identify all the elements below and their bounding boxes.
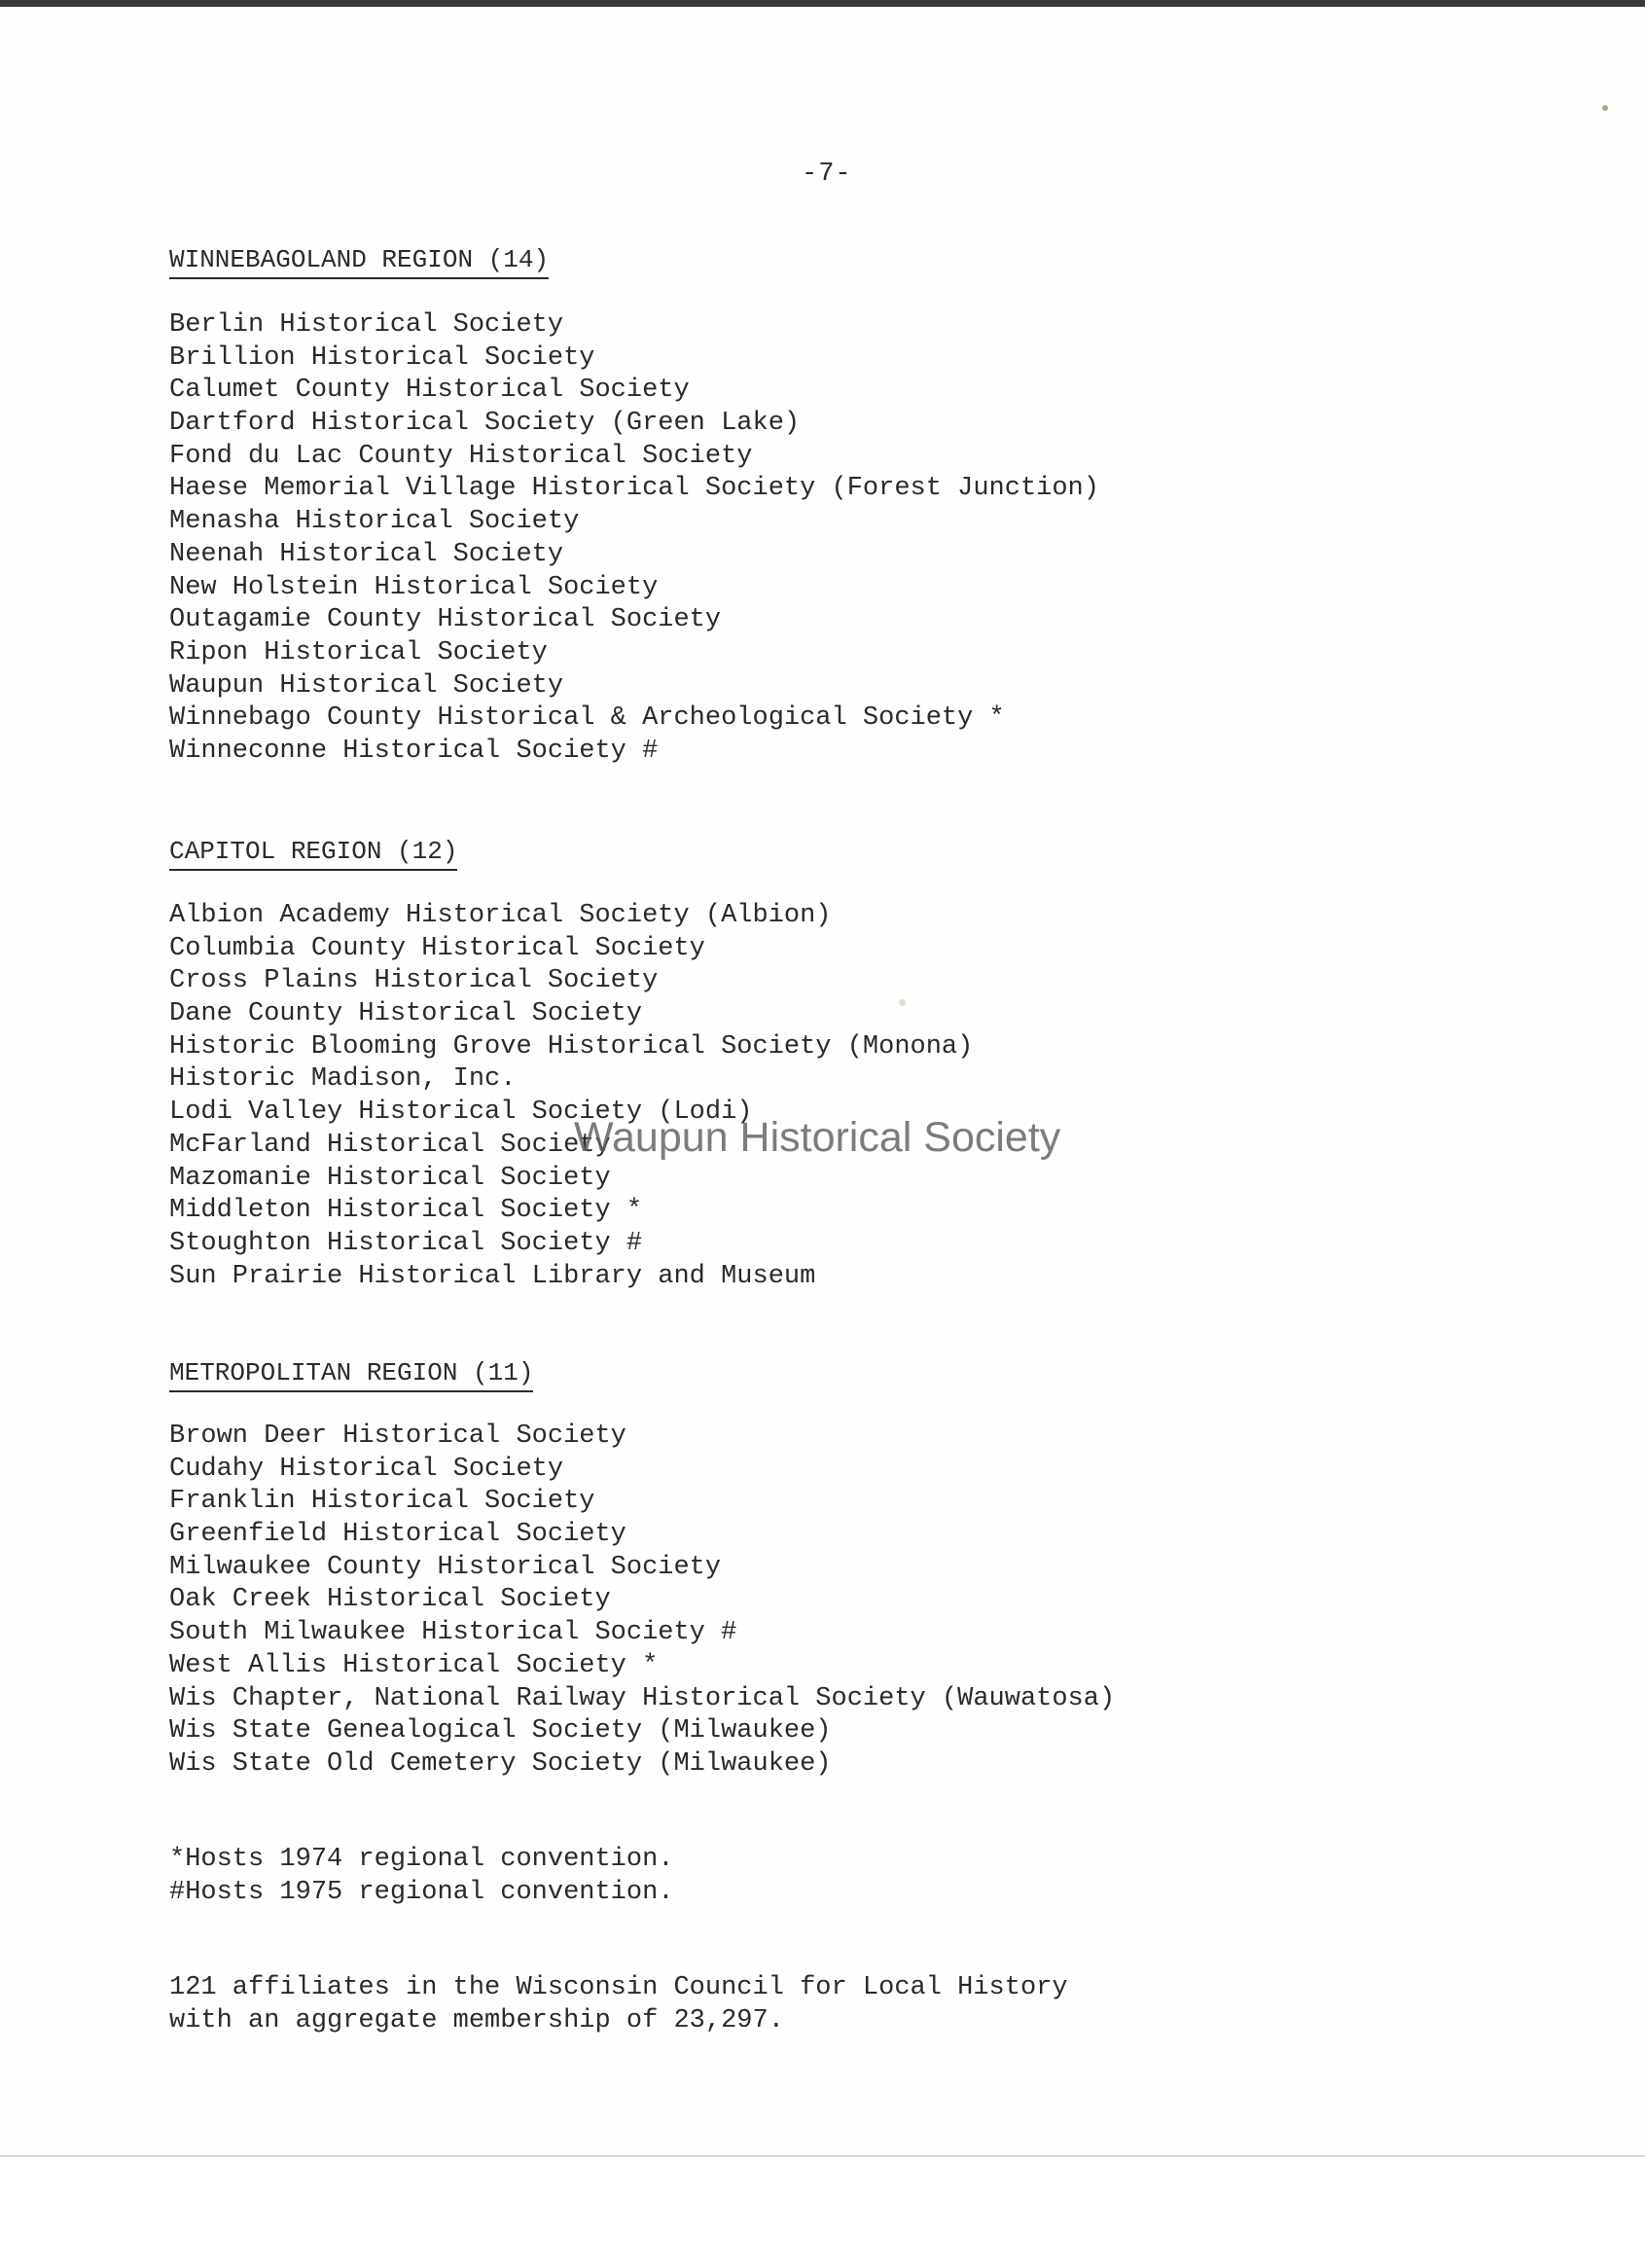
list-item: Winnebago County Historical & Archeological Society * (169, 703, 1005, 734)
footnote-1975: #Hosts 1975 regional convention. (169, 1878, 674, 1907)
section-heading-capitol: CAPITOL REGION (12) (169, 837, 457, 871)
list-item: McFarland Historical Society (169, 1130, 611, 1160)
summary-line: with an aggregate membership of 23,297. (169, 2006, 784, 2035)
list-item: Oak Creek Historical Society (169, 1585, 611, 1615)
list-item: Fond du Lac County Historical Society (169, 441, 753, 471)
scan-bottom-margin (0, 2155, 1645, 2268)
footnote-1974: *Hosts 1974 regional convention. (169, 1845, 674, 1874)
list-item: Berlin Historical Society (169, 310, 564, 340)
list-item: Franklin Historical Society (169, 1487, 595, 1517)
list-item: Cross Plains Historical Society (169, 966, 659, 996)
list-item: Cudahy Historical Society (169, 1454, 564, 1484)
page-number: -7- (802, 160, 852, 189)
section-heading-winnebagoland: WINNEBAGOLAND REGION (14) (169, 245, 549, 279)
paper-speck (1602, 105, 1608, 111)
list-item: Outagamie County Historical Society (169, 605, 722, 635)
capitol-society-list (169, 900, 973, 1293)
list-item: Wis State Old Cemetery Society (Milwaukee) (169, 1748, 832, 1779)
list-item: Ripon Historical Society (169, 637, 548, 667)
list-item: New Holstein Historical Society (169, 572, 659, 602)
list-item: Albion Academy Historical Society (Albion) (169, 901, 832, 930)
list-item: Historic Blooming Grove Historical Society (Monona) (169, 1031, 974, 1062)
watermark: Waupun Historical Society (574, 1114, 1061, 1161)
list-item: Waupun Historical Society (169, 670, 564, 701)
list-item: Winneconne Historical Society # (169, 736, 659, 766)
list-item: Lodi Valley Historical Society (Lodi) (169, 1098, 753, 1128)
list-item: Haese Memorial Village Historical Society (Forest Junction) (169, 474, 1099, 504)
scan-top-edge (0, 0, 1645, 7)
list-item: Menasha Historical Society (169, 507, 580, 537)
list-item: West Allis Historical Society * (169, 1650, 659, 1680)
metropolitan-society-list (169, 1421, 1115, 1782)
list-item: Neenah Historical Society (169, 539, 564, 569)
list-item: Columbia County Historical Society (169, 933, 705, 963)
list-item: Calumet County Historical Society (169, 376, 690, 406)
summary-line: 121 affiliates in the Wisconsin Council for Local History (169, 1973, 1068, 2002)
list-item: Dane County Historical Society (169, 999, 643, 1029)
list-item: Middleton Historical Society * (169, 1196, 643, 1226)
list-item: Historic Madison, Inc. (169, 1064, 517, 1095)
list-item: Mazomanie Historical Society (169, 1163, 611, 1193)
list-item: Wis State Genealogical Society (Milwaukee) (169, 1716, 832, 1746)
list-item: Sun Prairie Historical Library and Museum (169, 1261, 816, 1291)
list-item: South Milwaukee Historical Society # (169, 1618, 737, 1648)
list-item: Brillion Historical Society (169, 342, 595, 373)
list-item: Dartford Historical Society (Green Lake) (169, 409, 801, 439)
winnebagoland-society-list (169, 309, 1099, 769)
section-heading-metropolitan: METROPOLITAN REGION (11) (169, 1358, 533, 1392)
list-item: Stoughton Historical Society # (169, 1228, 643, 1258)
list-item: Brown Deer Historical Society (169, 1422, 626, 1451)
affiliate-summary (169, 1971, 1068, 2037)
list-item: Wis Chapter, National Railway Historical Society (Wauwatosa) (169, 1683, 1116, 1713)
list-item: Milwaukee County Historical Society (169, 1552, 722, 1582)
list-item: Greenfield Historical Society (169, 1520, 626, 1550)
convention-footnotes (169, 1843, 673, 1909)
